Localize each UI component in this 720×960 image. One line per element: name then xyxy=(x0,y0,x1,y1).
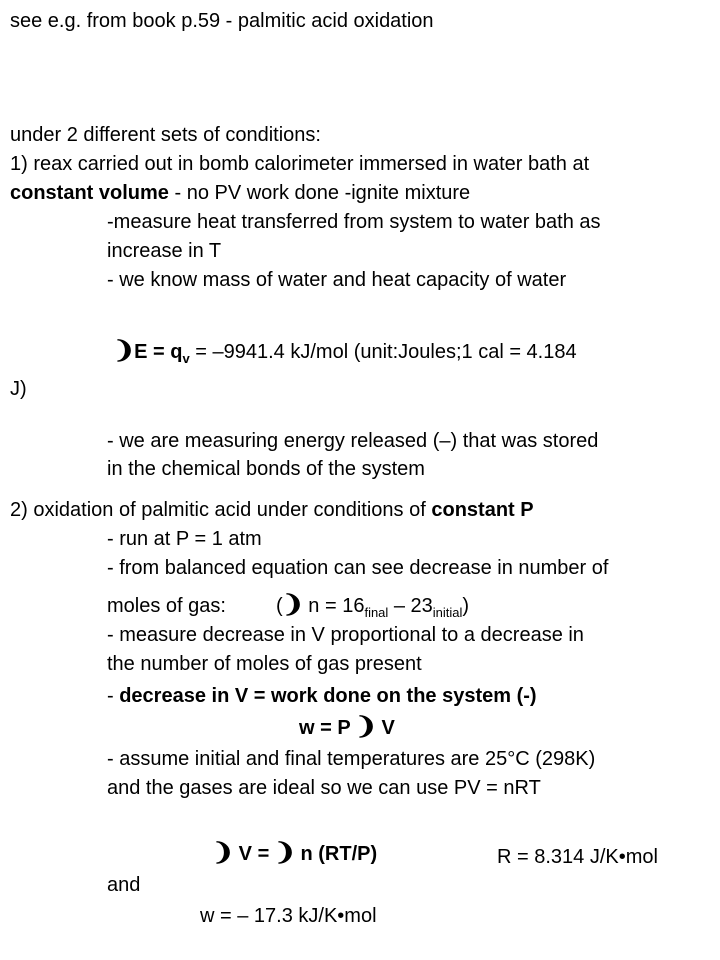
work-statement: decrease in V = work done on the system (-) xyxy=(119,685,537,707)
condition-2-line-3: - from balanced equation can see decrease in number of xyxy=(107,557,609,579)
subscript-final: final xyxy=(364,605,389,620)
subscript-initial: initial xyxy=(432,605,463,620)
note-line-2: in the chemical bonds of the system xyxy=(107,458,425,480)
condition-1-line-2-rest: - no PV work done -ignite mixture xyxy=(168,182,471,204)
condition-2-line-1 xyxy=(10,498,534,522)
delta-v-equals: V = xyxy=(233,843,275,865)
subscript-v: v xyxy=(182,351,190,366)
condition-1-line-4: increase in T xyxy=(107,240,222,262)
delta-e-value: = –9941.4 kJ/mol (unit:Joules;1 cal = 4.184 xyxy=(189,341,577,363)
condition-2-line-9: and the gases are ideal so we can use PV = nRT xyxy=(107,777,541,799)
condition-2-line-5: - measure decrease in V proportional to a decrease in xyxy=(107,624,584,646)
condition-1-line-5: - we know mass of water and heat capacity of water xyxy=(107,269,567,291)
reference-line: see e.g. from book p.59 - palmitic acid oxidation xyxy=(10,10,434,32)
delta-v-equation xyxy=(213,841,377,866)
work-result: w = – 17.3 kJ/K•mol xyxy=(200,905,377,927)
condition-2-line-8: - assume initial and final temperatures are 25°C (298K) xyxy=(107,748,596,770)
equation-wrap: J) xyxy=(10,378,27,400)
delta-symbol-icon: ❩ xyxy=(281,591,305,618)
condition-2-line-7 xyxy=(107,684,537,708)
delta-symbol-icon: ❩ xyxy=(112,337,136,364)
condition-1-line-1: 1) reax carried out in bomb calorimeter immersed in water bath at xyxy=(10,153,590,175)
delta-symbol-icon: ❩ xyxy=(273,839,297,866)
open-paren: ( xyxy=(275,595,283,617)
moles-of-gas-label: moles of gas: xyxy=(107,595,226,617)
minus-23: – 23 xyxy=(388,595,433,617)
n-rt-over-p: n (RT/P) xyxy=(294,843,378,865)
delta-symbol-icon: ❩ xyxy=(211,839,235,866)
note-line-1: - we are measuring energy released (–) that was stored xyxy=(107,430,599,452)
constant-p-term: constant P xyxy=(431,499,534,521)
condition-2-line-4 xyxy=(107,593,469,618)
condition-1-line-2 xyxy=(10,181,470,205)
work-equation xyxy=(299,715,395,740)
and-line: and xyxy=(107,874,141,896)
constant-volume-term: constant volume xyxy=(10,182,169,204)
w-equals-p: w = P xyxy=(299,717,356,739)
delta-symbol-icon: ❩ xyxy=(354,713,378,740)
w-v: V xyxy=(376,717,395,739)
gas-constant: R = 8.314 J/K•mol xyxy=(497,846,658,868)
condition-1-line-3: -measure heat transferred from system to water bath as xyxy=(107,211,601,233)
dash: - xyxy=(107,685,120,707)
close-paren: ) xyxy=(462,595,470,617)
condition-2-text: 2) oxidation of palmitic acid under conditions of xyxy=(10,499,432,521)
delta-e-label: E = q xyxy=(134,341,183,363)
condition-2-line-2: - run at P = 1 atm xyxy=(107,528,262,550)
delta-e-equation xyxy=(114,339,577,364)
intro-line: under 2 different sets of conditions: xyxy=(10,124,321,146)
delta-n-text: n = 16 xyxy=(302,595,365,617)
condition-2-line-6: the number of moles of gas present xyxy=(107,653,422,675)
